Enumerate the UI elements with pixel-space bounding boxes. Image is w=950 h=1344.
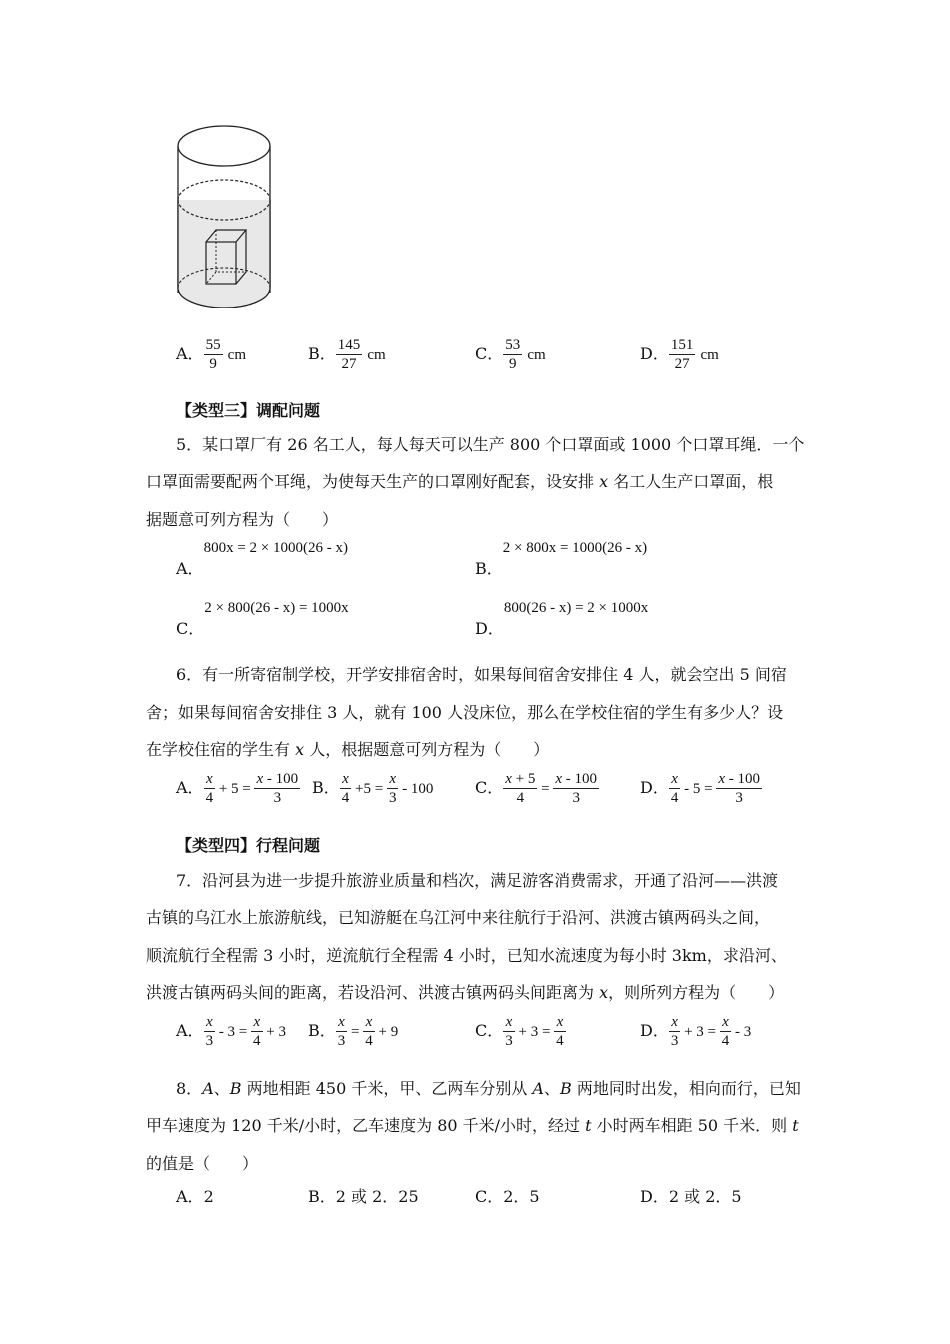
q8-text: 8． — [176, 1079, 203, 1098]
q5-line1: 5．某口罩厂有 26 名工人，每人每天可以生产 800 个口罩面或 1000 个口罩耳绳．一个 — [176, 435, 805, 454]
q6-option-d: D． $\frac{x}{4}$ - 5 = $\frac{x - 100}{3}$ — [640, 771, 760, 806]
unit: cm — [700, 347, 719, 363]
q5-line3: 据题意可列方程为（ ） — [146, 510, 339, 529]
variable-t: t — [792, 1116, 799, 1135]
option-letter: C． — [475, 344, 504, 363]
q6-option-b: B． $\frac{x}{4}$ +5 = $\frac{x}{3}$ - 100 — [312, 771, 434, 806]
fraction: $\frac{x}{3}$ — [205, 1014, 214, 1049]
fraction: $\frac{x}{3}$ — [670, 1014, 679, 1049]
option-letter: A． — [176, 344, 204, 363]
numerator: 53 — [505, 337, 521, 353]
q6-option-c: C． $\frac{x + 5}{4}$ = $\frac{x - 100}{3}$ — [475, 771, 598, 806]
variable-b: B — [560, 1079, 572, 1098]
q6-option-a: A． $\frac{x}{4}$ + 5 = $\frac{x - 100}{3}$ — [176, 771, 299, 806]
option-letter: C． — [176, 619, 205, 638]
option-letter: C． — [475, 1187, 504, 1206]
q5-option-a — [176, 540, 348, 579]
option-letter: A． — [176, 778, 204, 797]
variable-a: A — [532, 1079, 544, 1098]
section-heading-type3: 【类型三】调配问题 — [176, 401, 321, 420]
q7-option-b: B． $\frac{x}{3}$ = $\frac{x}{4}$ + 9 — [308, 1014, 399, 1049]
q8-text: 两地相距 450 千米，甲、乙两车分别从 — [241, 1079, 533, 1098]
q7-line1: 7．沿河县为进一步提升旅游业质量和档次，满足游客消费需求，开通了沿河——洪渡 — [176, 871, 779, 890]
q8-line3: 的值是（ ） — [146, 1154, 259, 1173]
option-letter: D． — [640, 344, 669, 363]
variable-t: t — [585, 1116, 592, 1135]
q4-option-d — [640, 336, 719, 373]
option-expression: 2 × 800x = 1000(26 - x) — [502, 540, 648, 556]
numerator: 145 — [337, 337, 361, 353]
cylinder-figure — [170, 118, 280, 308]
option-letter: A． — [176, 559, 204, 578]
q5-text: 口罩面需要配两个耳绳，为使每天生产的口罩刚好配套，设安排 — [146, 472, 600, 491]
q7-option-a: A． $\frac{x}{3}$ - 3 = $\frac{x}{4}$ + 3 — [176, 1014, 286, 1049]
fraction — [669, 336, 696, 373]
fraction — [204, 336, 223, 373]
q6-text: 在学校住宿的学生有 — [146, 740, 296, 759]
option-letter: D． — [475, 619, 504, 638]
option-letter: B． — [308, 1021, 336, 1040]
q7-option-d: D． $\frac{x}{3}$ + 3 = $\frac{x}{4}$ - 3 — [640, 1014, 752, 1049]
q8-line2 — [146, 1113, 799, 1136]
q8-option-c — [475, 1184, 540, 1207]
q8-text: 、 — [213, 1079, 230, 1098]
q7-text: ，则所列方程为（ ） — [608, 983, 785, 1002]
q5-option-b — [475, 540, 647, 579]
option-letter: D． — [640, 1021, 669, 1040]
fraction: $\frac{x}{4}$ — [556, 1014, 564, 1049]
fraction — [336, 336, 363, 373]
q7-option-c: C． $\frac{x}{3}$ + 3 = $\frac{x}{4}$ — [475, 1014, 564, 1049]
denominator: 9 — [209, 356, 217, 372]
fraction: $\frac{x}{4}$ — [205, 771, 214, 806]
q5-text: 名工人生产口罩面，根 — [608, 472, 774, 491]
fraction: $\frac{x}{4}$ — [365, 1014, 373, 1049]
denominator: 27 — [674, 356, 690, 372]
option-letter: C． — [475, 1021, 504, 1040]
option-letter: D． — [640, 778, 669, 797]
option-letter: C． — [475, 778, 504, 797]
q6-line2: 舍；如果每间宿舍安排住 3 人，就有 100 人没床位，那么在学校住宿的学生有多少人？设 — [146, 703, 784, 722]
option-letter: A． — [176, 1021, 204, 1040]
q6-text: 人，根据题意可列方程为（ ） — [304, 740, 550, 759]
option-expression: 2 × 800(26 - x) = 1000x — [204, 600, 349, 616]
numerator: 151 — [670, 337, 694, 353]
numerator: 55 — [205, 337, 221, 353]
fraction: $\frac{x}{3}$ — [505, 1014, 513, 1049]
variable-b: B — [229, 1079, 242, 1098]
q7-line4 — [146, 980, 784, 1003]
q8-text: 小时两车相距 50 千米．则 — [591, 1116, 793, 1135]
fraction: $\frac{x - 100}{3}$ — [256, 771, 299, 806]
q7-line2: 古镇的乌江水上旅游航线，已知游艇在乌江河中来往航行于沿河、洪渡古镇两码头之间， — [146, 908, 771, 927]
fraction: $\frac{x}{3}$ — [388, 771, 397, 806]
q8-line1 — [176, 1076, 801, 1099]
q8-text: 两地同时出发，相向而行，已知 — [571, 1079, 801, 1098]
q8-option-a — [176, 1184, 214, 1207]
fraction — [503, 336, 522, 373]
q4-option-b — [308, 336, 386, 373]
fraction: $\frac{x}{4}$ — [670, 771, 679, 806]
option-letter: D． — [640, 1187, 669, 1206]
option-text: 2 — [203, 1187, 214, 1206]
q7-text: 洪渡古镇两码头间的距离，若设沿河、洪渡古镇两码头间距离为 — [146, 983, 600, 1002]
q4-option-c — [475, 336, 546, 373]
fraction: $\frac{x}{4}$ — [341, 771, 350, 806]
denominator: 9 — [509, 356, 517, 372]
q4-option-a — [176, 336, 246, 373]
option-letter: B． — [312, 778, 340, 797]
option-letter: A． — [176, 1187, 204, 1206]
q5-line2 — [146, 469, 773, 492]
fraction: $\frac{x}{3}$ — [337, 1014, 346, 1049]
option-letter: B． — [308, 1187, 336, 1206]
option-expression: 800(26 - x) = 2 × 1000x — [503, 600, 649, 616]
q8-option-b — [308, 1184, 419, 1207]
unit: cm — [527, 347, 546, 363]
section-heading-type4: 【类型四】行程问题 — [176, 836, 321, 855]
variable-x: x — [599, 472, 609, 491]
fraction: $\frac{x}{4}$ — [721, 1014, 730, 1049]
option-text: 2 或 2．5 — [668, 1187, 742, 1206]
option-text: 2 或 2．25 — [335, 1187, 419, 1206]
option-expression: 800x = 2 × 1000(26 - x) — [203, 540, 348, 556]
option-letter: B． — [475, 559, 503, 578]
q8-text: 、 — [543, 1079, 560, 1098]
q5-option-c — [176, 600, 349, 639]
fraction: $\frac{x + 5}{4}$ — [505, 771, 536, 806]
q8-text: 甲车速度为 120 千米/小时，乙车速度为 80 千米/小时，经过 — [146, 1116, 586, 1135]
q6-line3 — [146, 737, 549, 760]
variable-x: x — [599, 983, 609, 1002]
unit: cm — [227, 347, 246, 363]
option-letter: B． — [308, 344, 336, 363]
variable-x: x — [295, 740, 305, 759]
fraction: $\frac{x - 100}{3}$ — [718, 771, 760, 806]
option-text: 2．5 — [503, 1187, 540, 1206]
q5-option-d — [475, 600, 648, 639]
q6-line1: 6．有一所寄宿制学校，开学安排宿舍时，如果每间宿舍安排住 4 人，就会空出 5 间宿 — [176, 665, 787, 684]
denominator: 27 — [341, 356, 357, 372]
fraction: $\frac{x}{4}$ — [253, 1014, 261, 1049]
q8-option-d — [640, 1184, 742, 1207]
unit: cm — [367, 347, 386, 363]
q7-line3: 顺流航行全程需 3 小时，逆流航行全程需 4 小时，已知水流速度为每小时 3km，求沿河、 — [146, 946, 787, 965]
variable-a: A — [202, 1079, 214, 1098]
fraction: $\frac{x - 100}{3}$ — [555, 771, 598, 806]
